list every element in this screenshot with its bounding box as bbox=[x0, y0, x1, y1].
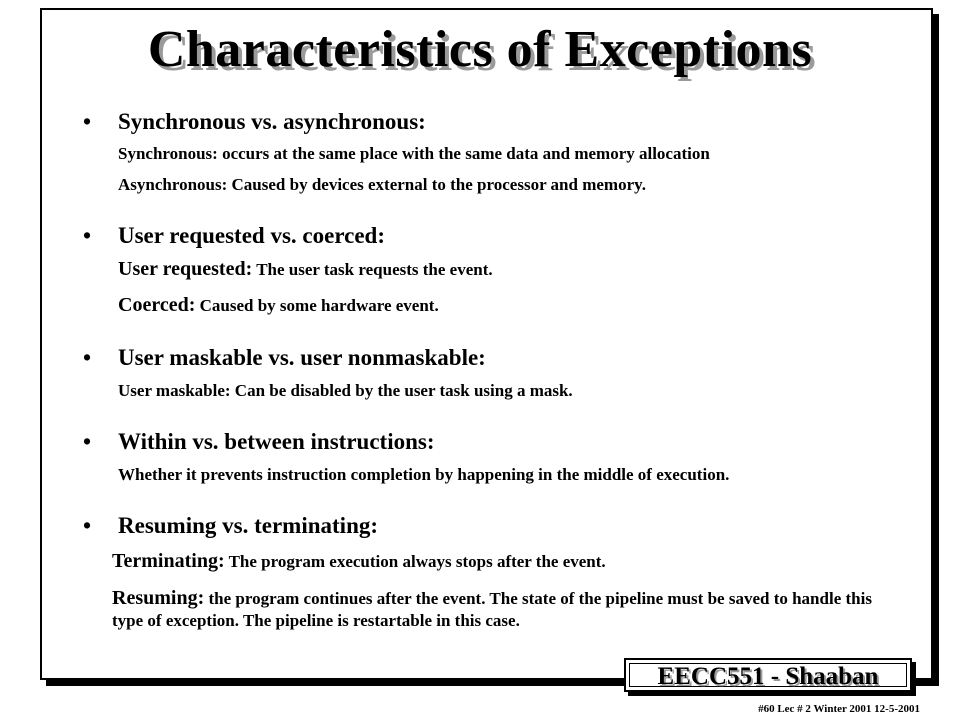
bullet-icon: • bbox=[83, 223, 92, 248]
term-label: User requested: bbox=[118, 258, 253, 280]
section-5-line-1 bbox=[112, 550, 606, 573]
section-4-line-1: Whether it prevents instruction completion by happening in the middle of execution. bbox=[118, 465, 730, 484]
section-2-heading-text: User requested vs. coerced: bbox=[118, 223, 385, 248]
section-5-heading bbox=[83, 512, 378, 540]
course-footer-box bbox=[624, 658, 912, 692]
section-3-line-1: User maskable: Can be disabled by the user task using a mask. bbox=[118, 381, 573, 400]
bullet-icon: • bbox=[83, 429, 92, 454]
section-1-line-2: Asynchronous: Caused by devices external to the processor and memory. bbox=[118, 175, 646, 194]
lecture-meta: #60 Lec # 2 Winter 2001 12-5-2001 bbox=[758, 703, 920, 715]
slide-title: Characteristics of Exceptions bbox=[147, 21, 813, 78]
section-2-line-2 bbox=[118, 294, 439, 317]
term-description: The program execution always stops after the event. bbox=[228, 552, 606, 571]
section-3-heading-text: User maskable vs. user nonmaskable: bbox=[118, 345, 486, 370]
section-1-heading-text: Synchronous vs. asynchronous: bbox=[118, 109, 426, 134]
bullet-icon: • bbox=[83, 109, 92, 134]
term-label: Resuming: bbox=[112, 587, 205, 609]
bullet-icon: • bbox=[83, 345, 92, 370]
bullet-icon: • bbox=[83, 513, 92, 538]
section-4-heading-text: Within vs. between instructions: bbox=[118, 429, 435, 454]
term-label: Terminating: bbox=[112, 550, 225, 572]
course-label: EECC551 - Shaaban bbox=[629, 663, 907, 687]
section-3-heading bbox=[83, 344, 486, 372]
section-2-line-1 bbox=[118, 258, 493, 281]
section-1-line-1: Synchronous: occurs at the same place with the same data and memory allocation bbox=[118, 144, 710, 163]
section-5-line-2 bbox=[112, 587, 902, 632]
term-description: Caused by some hardware event. bbox=[199, 296, 439, 315]
term-description: The user task requests the event. bbox=[256, 260, 493, 279]
section-5-heading-text: Resuming vs. terminating: bbox=[118, 513, 379, 538]
section-1-heading bbox=[83, 108, 426, 136]
section-4-heading bbox=[83, 428, 435, 456]
term-label: Coerced: bbox=[118, 294, 196, 316]
section-2-heading bbox=[83, 222, 385, 250]
term-description: the program continues after the event. The state of the pipeline must be saved to handle this type of exception. The pipeline is restartable in this case. bbox=[112, 589, 872, 630]
